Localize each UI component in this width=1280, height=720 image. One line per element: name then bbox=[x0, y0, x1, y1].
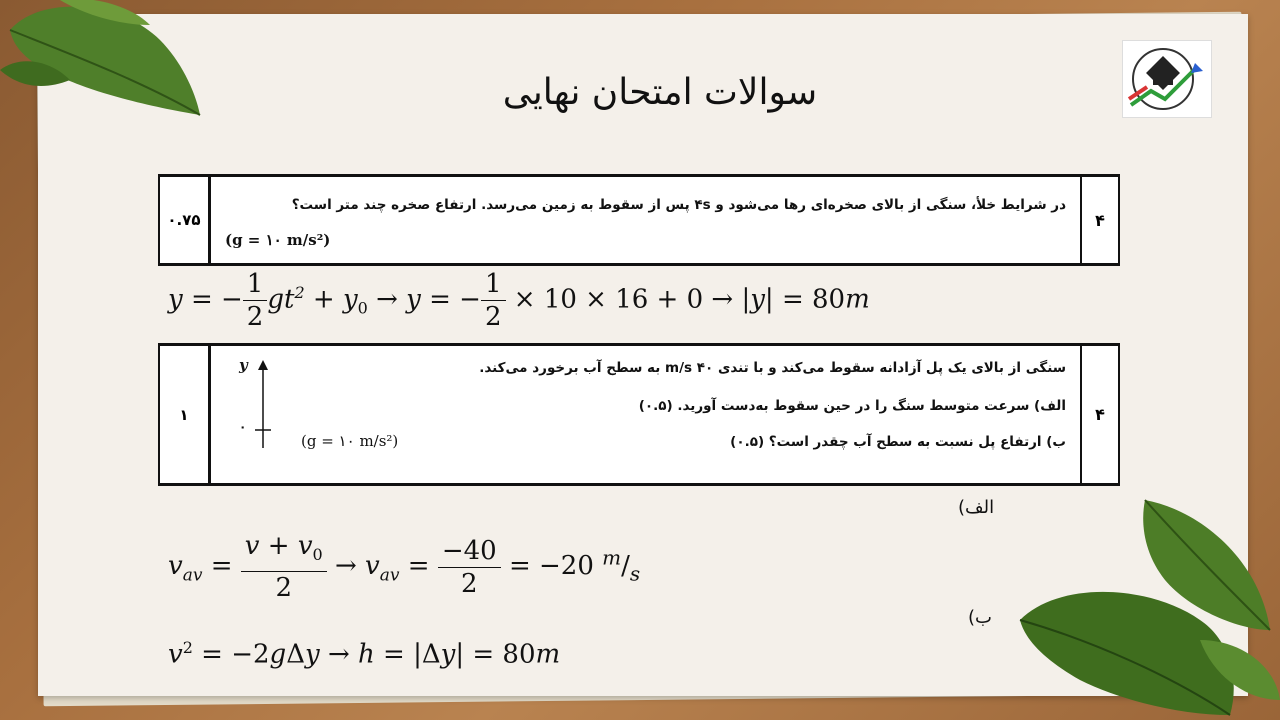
leaf-decoration-bottom-right bbox=[1000, 490, 1280, 720]
answer-label-b: ب) bbox=[968, 607, 992, 628]
question-2-g-note: (g = ۱۰ m/s²) bbox=[301, 432, 399, 450]
axis-arrow-icon bbox=[253, 360, 273, 450]
answer-label-a: الف) bbox=[958, 497, 995, 518]
question-2-line-3: ب) ارتفاع پل نسبت به سطح آب چقدر است؟ (۰.۵) bbox=[730, 434, 1066, 450]
question-1-text-cell bbox=[211, 177, 1080, 263]
question-2-number: ۴ bbox=[1080, 346, 1120, 483]
question-1-score: ۰.۷۵ bbox=[158, 177, 211, 263]
question-2-axis-diagram bbox=[239, 356, 279, 456]
answer-2b-formula: $v^2 = -2g\Delta y \to h = |\Delta y| = 80m$ bbox=[168, 638, 561, 670]
question-2-table bbox=[158, 343, 1120, 486]
question-2-score: ۱ bbox=[158, 346, 211, 483]
question-2-origin-label: ۰ bbox=[239, 420, 247, 434]
school-logo bbox=[1122, 40, 1212, 118]
question-1-text: در شرایط خلأ، سنگی از بالای صخره‌ای رها می‌شود و ۴s پس از سقوط به زمین می‌رسد. ارتفاع صخره چند متر است؟ bbox=[291, 197, 1066, 213]
slide-title: سوالات امتحان نهایی bbox=[502, 72, 818, 113]
question-1-number: ۴ bbox=[1080, 177, 1120, 263]
question-2-line-2: الف) سرعت متوسط سنگ را در حین سقوط به‌دست آورید. (۰.۵) bbox=[638, 398, 1066, 414]
question-1-table bbox=[158, 174, 1120, 266]
question-2-axis-label: y bbox=[239, 356, 248, 374]
question-2-text-cell bbox=[211, 346, 1080, 483]
leaf-decoration-top-left bbox=[0, 0, 210, 130]
answer-2a-formula: $v_{av}$ = $\frac{v + v_0}{2}$ → $v_{av}$ = $\frac{-40}{2}$ = −20 $^m/_s$ bbox=[168, 531, 641, 604]
answer-1-formula: y = − $\frac{1}{2}$ $gt^2 + y_0 \to y$ = − $\frac{1}{2}$ × 10 × 16 + 0 → |y| = 80m bbox=[168, 269, 870, 332]
question-2-line-1: سنگی از بالای یک پل آزادانه سقوط می‌کند و با تندی ۴۰ m/s به سطح آب برخورد می‌کند. bbox=[479, 360, 1066, 376]
question-1-g-note: (g = ۱۰ m/s²) bbox=[225, 231, 331, 249]
